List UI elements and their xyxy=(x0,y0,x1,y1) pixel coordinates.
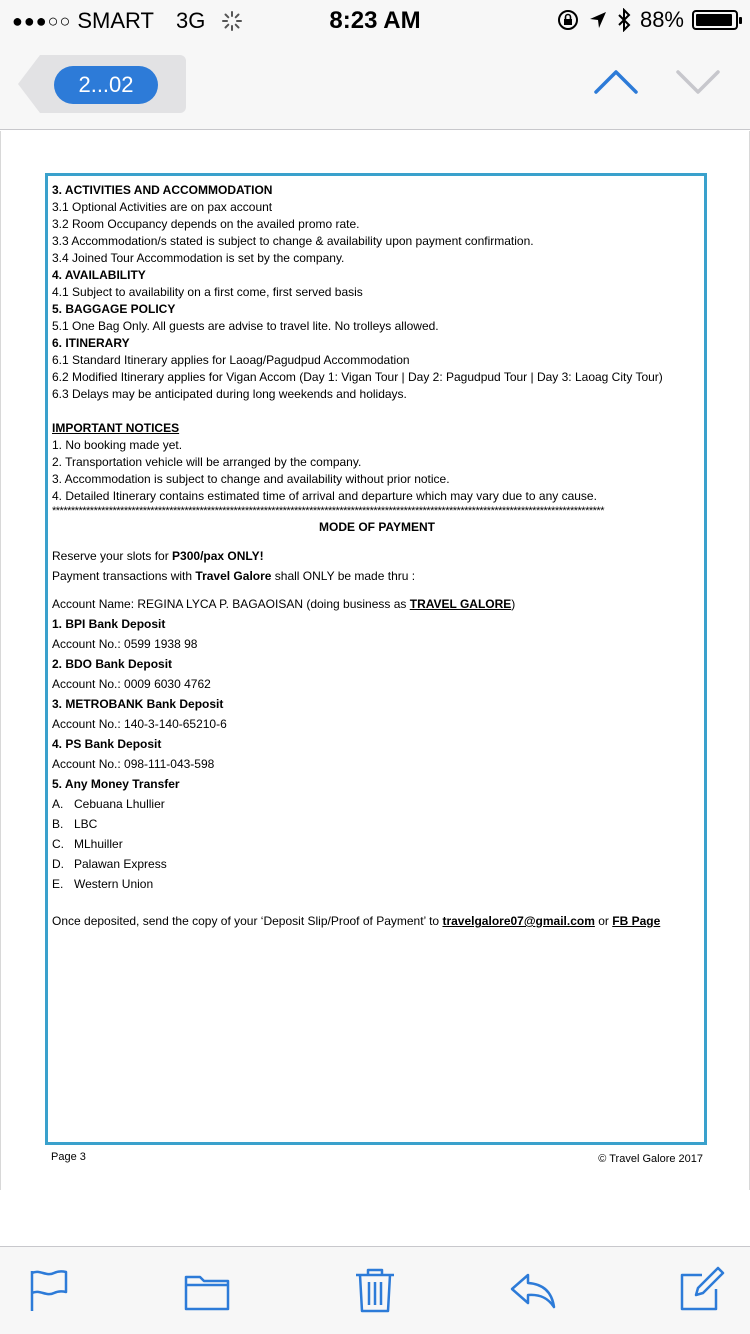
status-time: 8:23 AM xyxy=(329,7,421,34)
section-line: 3.4 Joined Tour Accommodation is set by the company. xyxy=(52,251,345,265)
folder-icon[interactable] xyxy=(182,1265,232,1315)
notices-title: IMPORTANT NOTICES xyxy=(52,421,180,435)
battery-icon xyxy=(692,10,738,30)
reserve-prefix: Reserve your slots for xyxy=(52,549,173,563)
deposit-instruction xyxy=(52,911,702,931)
section-heading: 4. AVAILABILITY xyxy=(52,268,146,282)
section-line: 3.2 Room Occupancy depends on the availed promo rate. xyxy=(52,217,360,231)
money-transfer-item xyxy=(52,874,702,894)
rotation-lock-icon xyxy=(556,8,580,32)
deposit-or: or xyxy=(594,914,613,928)
document-page-frame xyxy=(45,173,707,1145)
section-line: 5.1 One Bag Only. All guests are advise to travel lite. No trolleys allowed. xyxy=(52,319,439,333)
payment-suffix: shall ONLY be made thru : xyxy=(271,569,416,583)
mode-of-payment-title: MODE OF PAYMENT xyxy=(318,520,435,534)
notices-list xyxy=(52,437,702,505)
account-prefix: Account Name: REGINA LYCA P. BAGAOISAN (doing business as xyxy=(52,597,410,611)
account-suffix: ) xyxy=(511,597,516,611)
section-line: 4.1 Subject to availability on a first come, first served basis xyxy=(52,285,363,299)
payment-company: Travel Galore xyxy=(195,569,272,583)
section-heading: 6. ITINERARY xyxy=(52,336,130,350)
money-transfer-item xyxy=(52,814,702,834)
divider-stars: ************************************************************************************************************************************************** xyxy=(52,505,604,517)
money-transfer-name: Cebuana Lhullier xyxy=(74,797,165,811)
reserve-line xyxy=(52,546,702,566)
bank-name: 3. METROBANK Bank Deposit xyxy=(52,697,224,711)
money-transfer-title: 5. Any Money Transfer xyxy=(52,777,180,791)
back-button-label[interactable]: 2...02 xyxy=(54,66,158,104)
account-name-line xyxy=(52,594,702,614)
copyright: © Travel Galore 2017 xyxy=(598,1153,703,1165)
bank-account-number: Account No.: 0009 6030 4762 xyxy=(52,677,211,691)
section-line: 6.1 Standard Itinerary applies for Laoag/Pagudpud Accommodation xyxy=(52,353,410,367)
money-transfer-item xyxy=(52,854,702,874)
bank-name: 1. BPI Bank Deposit xyxy=(52,617,166,631)
section-line: 6.2 Modified Itinerary applies for Vigan Accom (Day 1: Vigan Tour | Day 2: Pagudpud Tour | Day 3: Laoag City Tour) xyxy=(52,370,663,384)
account-business: TRAVEL GALORE xyxy=(409,597,512,611)
bank-name: 2. BDO Bank Deposit xyxy=(52,657,173,671)
money-transfer-name: Western Union xyxy=(74,877,154,891)
bank-account-number: Account No.: 140-3-140-65210-6 xyxy=(52,717,227,731)
bank-name: 4. PS Bank Deposit xyxy=(52,737,162,751)
money-transfer-letter: C. xyxy=(52,837,64,851)
terms-section xyxy=(52,182,702,403)
money-transfer-letter: D. xyxy=(52,857,64,871)
section-heading: 5. BAGGAGE POLICY xyxy=(52,302,176,316)
money-transfer-name: MLhuiller xyxy=(74,837,123,851)
page-number: Page 3 xyxy=(51,1151,86,1163)
signal-strength-icon: ●●●○○ xyxy=(12,10,72,31)
bank-account-number: Account No.: 0599 1938 98 xyxy=(52,637,198,651)
next-message-icon[interactable] xyxy=(674,66,722,98)
money-transfer-name: LBC xyxy=(74,817,98,831)
reply-icon[interactable] xyxy=(508,1265,558,1315)
money-transfer-list xyxy=(52,794,702,894)
deposit-prefix: Once deposited, send the copy of your ‘Deposit Slip/Proof of Payment’ to xyxy=(52,914,443,928)
previous-message-icon[interactable] xyxy=(592,66,640,98)
section-line: 3.3 Accommodation/s stated is subject to change & availability upon payment confirmation. xyxy=(52,234,534,248)
battery-percentage: 88% xyxy=(639,7,684,32)
bank-account-number: Account No.: 098-111-043-598 xyxy=(52,757,215,771)
bottom-toolbar xyxy=(0,1246,750,1334)
network-type: 3G xyxy=(175,8,206,33)
trash-icon[interactable] xyxy=(350,1265,400,1315)
section-heading: 3. ACTIVITIES AND ACCOMMODATION xyxy=(52,183,273,197)
notice-item: 3. Accommodation is subject to change and availability without prior notice. xyxy=(52,472,450,486)
flag-icon[interactable] xyxy=(24,1265,74,1315)
compose-icon[interactable] xyxy=(676,1265,726,1315)
document-content xyxy=(52,182,702,931)
money-transfer-letter: A. xyxy=(52,797,64,811)
notice-item: 2. Transportation vehicle will be arranged by the company. xyxy=(52,455,362,469)
reserve-amount: P300/pax ONLY! xyxy=(172,549,264,563)
section-line: 3.1 Optional Activities are on pax account xyxy=(52,200,273,214)
status-bar xyxy=(0,0,750,40)
notice-item: 1. No booking made yet. xyxy=(52,438,183,452)
money-transfer-item xyxy=(52,834,702,854)
payment-prefix: Payment transactions with xyxy=(52,569,196,583)
bluetooth-icon xyxy=(616,8,632,32)
money-transfer-letter: E. xyxy=(52,877,64,891)
document-viewer[interactable] xyxy=(0,131,750,1190)
notice-item: 4. Detailed Itinerary contains estimated time of arrival and departure which may vary due to any cause. xyxy=(52,489,597,503)
bank-list xyxy=(52,614,702,774)
money-transfer-item xyxy=(52,794,702,814)
location-arrow-icon xyxy=(588,10,608,30)
carrier-name: SMART xyxy=(77,8,154,33)
fb-page-link[interactable]: FB Page xyxy=(612,914,661,928)
status-right xyxy=(556,7,738,33)
deposit-email-link[interactable]: travelgalore07@gmail.com xyxy=(442,914,595,928)
money-transfer-name: Palawan Express xyxy=(74,857,167,871)
payment-line xyxy=(52,566,702,586)
section-line: 6.3 Delays may be anticipated during long weekends and holidays. xyxy=(52,387,407,401)
money-transfer-letter: B. xyxy=(52,817,64,831)
